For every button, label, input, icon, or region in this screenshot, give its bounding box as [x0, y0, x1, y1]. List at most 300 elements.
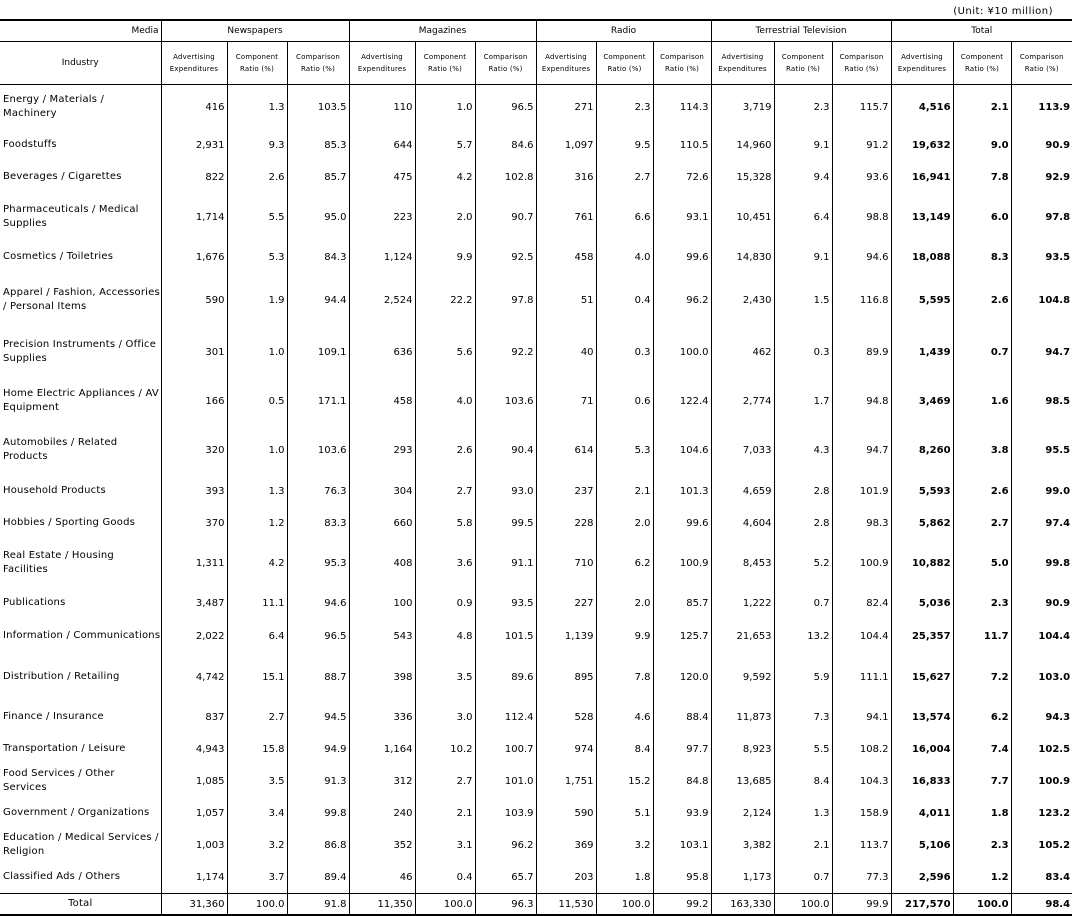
component-ratio-cell: 0.4 [596, 273, 653, 327]
comparison-ratio-cell: 100.7 [475, 733, 536, 765]
component-ratio-cell: 1.9 [227, 273, 287, 327]
component-ratio-cell: 2.8 [774, 507, 832, 539]
component-ratio-cell: 15.2 [596, 765, 653, 797]
ad-expenditure-cell: 4,604 [711, 507, 774, 539]
component-ratio-cell: 100.0 [953, 894, 1011, 916]
ad-expenditure-cell: 304 [349, 475, 415, 507]
component-ratio-header: Component Ratio (%) [415, 42, 475, 85]
ad-expenditure-cell: 543 [349, 619, 415, 653]
ad-expenditure-cell: 2,124 [711, 797, 774, 829]
table-row [0, 85, 1072, 130]
ad-expenditure-cell: 1,439 [891, 327, 953, 377]
comparison-ratio-cell: 99.8 [1011, 539, 1072, 587]
component-ratio-cell: 2.1 [953, 85, 1011, 130]
comparison-ratio-cell: 103.9 [475, 797, 536, 829]
component-ratio-header: Component Ratio (%) [953, 42, 1011, 85]
ad-expenditure-cell: 15,627 [891, 653, 953, 701]
ad-expenditure-cell: 1,173 [711, 861, 774, 894]
comparison-ratio-cell: 97.4 [1011, 507, 1072, 539]
ad-expenditure-cell: 110 [349, 85, 415, 130]
ad-expenditure-table [0, 19, 1072, 916]
component-ratio-header: Component Ratio (%) [774, 42, 832, 85]
comparison-ratio-cell: 98.4 [1011, 894, 1072, 916]
ad-expenditure-cell: 240 [349, 797, 415, 829]
comparison-ratio-cell: 94.8 [832, 377, 891, 425]
comparison-ratio-cell: 92.5 [475, 241, 536, 273]
component-ratio-cell: 9.1 [774, 241, 832, 273]
comparison-ratio-cell: 104.8 [1011, 273, 1072, 327]
table-row [0, 425, 1072, 475]
ad-expenditure-cell: 895 [536, 653, 596, 701]
comparison-ratio-cell: 109.1 [287, 327, 349, 377]
table-row [0, 129, 1072, 161]
component-ratio-cell: 0.7 [774, 861, 832, 894]
component-ratio-cell: 1.8 [953, 797, 1011, 829]
media-label: Media [131, 26, 159, 36]
comparison-ratio-cell: 83.4 [1011, 861, 1072, 894]
component-ratio-cell: 9.0 [953, 129, 1011, 161]
component-ratio-cell: 5.9 [774, 653, 832, 701]
component-ratio-cell: 9.4 [774, 161, 832, 193]
comparison-ratio-cell: 105.2 [1011, 829, 1072, 861]
comparison-ratio-cell: 95.0 [287, 193, 349, 241]
industry-name: Foodstuffs [3, 139, 57, 150]
industry-name: Precision Instruments / Office Supplies [3, 339, 157, 364]
comparison-ratio-cell: 100.9 [653, 539, 711, 587]
industry-label: Industry [0, 41, 161, 84]
comparison-ratio-cell: 95.3 [287, 539, 349, 587]
group-total: Total [891, 20, 1072, 42]
component-ratio-cell: 8.3 [953, 241, 1011, 273]
component-ratio-cell: 7.3 [774, 701, 832, 733]
ad-expenditure-cell: 1,097 [536, 129, 596, 161]
comparison-ratio-cell: 100.0 [653, 327, 711, 377]
comparison-ratio-cell: 99.6 [653, 241, 711, 273]
ad-expenditure-cell: 31,360 [161, 894, 227, 916]
component-ratio-cell: 3.0 [415, 701, 475, 733]
ad-expenditure-cell: 2,931 [161, 129, 227, 161]
ad-expenditure-cell: 203 [536, 861, 596, 894]
ad-expenditure-cell: 14,960 [711, 129, 774, 161]
ad-expenditure-cell: 3,469 [891, 377, 953, 425]
component-ratio-cell: 4.6 [596, 701, 653, 733]
component-ratio-cell: 0.5 [227, 377, 287, 425]
ad-expenditure-cell: 9,592 [711, 653, 774, 701]
ad-expenditure-cell: 5,593 [891, 475, 953, 507]
group-newspapers: Newspapers [161, 20, 349, 42]
ad-expenditure-cell: 590 [161, 273, 227, 327]
component-ratio-cell: 7.4 [953, 733, 1011, 765]
component-ratio-cell: 0.6 [596, 377, 653, 425]
comparison-ratio-cell: 98.5 [1011, 377, 1072, 425]
ad-expenditure-cell: 3,382 [711, 829, 774, 861]
ad-expenditure-cell: 237 [536, 475, 596, 507]
comparison-ratio-cell: 108.2 [832, 733, 891, 765]
comparison-ratio-cell: 100.9 [1011, 765, 1072, 797]
comparison-ratio-cell: 104.3 [832, 765, 891, 797]
table-row [0, 475, 1072, 507]
component-ratio-header: Component Ratio (%) [227, 42, 287, 85]
component-ratio-cell: 9.3 [227, 129, 287, 161]
ad-expenditure-cell: 16,833 [891, 765, 953, 797]
component-ratio-cell: 2.7 [227, 701, 287, 733]
industry-name: Food Services / Other Services [3, 768, 115, 793]
component-ratio-cell: 2.7 [596, 161, 653, 193]
comparison-ratio-cell: 123.2 [1011, 797, 1072, 829]
comparison-ratio-cell: 91.8 [287, 894, 349, 916]
ad-expenditure-cell: 163,330 [711, 894, 774, 916]
ad-expenditure-cell: 18,088 [891, 241, 953, 273]
component-ratio-cell: 1.0 [227, 327, 287, 377]
comparison-ratio-cell: 125.7 [653, 619, 711, 653]
component-ratio-cell: 9.9 [596, 619, 653, 653]
component-ratio-cell: 3.2 [227, 829, 287, 861]
component-ratio-cell: 1.8 [596, 861, 653, 894]
component-ratio-cell: 11.1 [227, 587, 287, 619]
component-ratio-cell: 0.3 [774, 327, 832, 377]
comparison-ratio-cell: 65.7 [475, 861, 536, 894]
ad-expenditure-cell: 2,524 [349, 273, 415, 327]
component-ratio-cell: 3.2 [596, 829, 653, 861]
comparison-ratio-cell: 104.4 [1011, 619, 1072, 653]
component-ratio-cell: 22.2 [415, 273, 475, 327]
comparison-ratio-cell: 116.8 [832, 273, 891, 327]
ad-expenditure-cell: 8,923 [711, 733, 774, 765]
component-ratio-cell: 2.0 [596, 507, 653, 539]
component-ratio-cell: 2.1 [415, 797, 475, 829]
comparison-ratio-cell: 103.0 [1011, 653, 1072, 701]
comparison-ratio-cell: 93.5 [475, 587, 536, 619]
comparison-ratio-cell: 90.9 [1011, 129, 1072, 161]
comparison-ratio-cell: 94.7 [1011, 327, 1072, 377]
ad-expenditure-cell: 4,516 [891, 85, 953, 130]
comparison-ratio-cell: 92.9 [1011, 161, 1072, 193]
comparison-ratio-cell: 96.5 [475, 85, 536, 130]
comparison-ratio-cell: 72.6 [653, 161, 711, 193]
ad-expenditure-cell: 4,011 [891, 797, 953, 829]
industry-name: Education / Medical Services / Religion [3, 832, 159, 857]
comparison-ratio-cell: 89.6 [475, 653, 536, 701]
comparison-ratio-cell: 111.1 [832, 653, 891, 701]
ad-expenditure-cell: 11,873 [711, 701, 774, 733]
component-ratio-cell: 9.1 [774, 129, 832, 161]
comparison-ratio-cell: 113.9 [1011, 85, 1072, 130]
component-ratio-cell: 5.3 [227, 241, 287, 273]
comparison-ratio-cell: 122.4 [653, 377, 711, 425]
ad-expenditure-cell: 408 [349, 539, 415, 587]
comparison-ratio-cell: 91.3 [287, 765, 349, 797]
comparison-ratio-cell: 90.4 [475, 425, 536, 475]
comparison-ratio-cell: 91.1 [475, 539, 536, 587]
ad-expenditure-cell: 3,719 [711, 85, 774, 130]
component-ratio-cell: 2.0 [596, 587, 653, 619]
ad-expenditure-cell: 10,882 [891, 539, 953, 587]
industry-name: Information / Communications [3, 630, 161, 641]
component-ratio-cell: 5.0 [953, 539, 1011, 587]
component-ratio-cell: 5.6 [415, 327, 475, 377]
comparison-ratio-cell: 94.6 [832, 241, 891, 273]
table-row [0, 539, 1072, 587]
component-ratio-cell: 2.3 [953, 587, 1011, 619]
component-ratio-cell: 6.0 [953, 193, 1011, 241]
ad-expenditure-cell: 25,357 [891, 619, 953, 653]
component-ratio-header: Component Ratio (%) [596, 42, 653, 85]
component-ratio-cell: 3.8 [953, 425, 1011, 475]
ad-expenditure-cell: 1,311 [161, 539, 227, 587]
comparison-ratio-cell: 104.6 [653, 425, 711, 475]
ad-expenditure-cell: 336 [349, 701, 415, 733]
ad-expenditure-cell: 393 [161, 475, 227, 507]
component-ratio-cell: 1.6 [953, 377, 1011, 425]
ad-expenditure-cell: 370 [161, 507, 227, 539]
table-row [0, 327, 1072, 377]
ad-expenditure-cell: 1,714 [161, 193, 227, 241]
comparison-ratio-cell: 99.2 [653, 894, 711, 916]
component-ratio-cell: 5.5 [774, 733, 832, 765]
industry-name: Pharmaceuticals / Medical Supplies [3, 204, 139, 229]
comparison-ratio-cell: 104.4 [832, 619, 891, 653]
ad-expenditure-cell: 21,653 [711, 619, 774, 653]
comparison-ratio-cell: 98.3 [832, 507, 891, 539]
component-ratio-cell: 1.2 [953, 861, 1011, 894]
industry-name: Classified Ads / Others [3, 871, 121, 882]
comparison-ratio-cell: 84.3 [287, 241, 349, 273]
comparison-ratio-cell: 97.7 [653, 733, 711, 765]
comparison-ratio-cell: 103.1 [653, 829, 711, 861]
component-ratio-cell: 4.8 [415, 619, 475, 653]
ad-expenditure-cell: 458 [349, 377, 415, 425]
ad-expenditure-cell: 15,328 [711, 161, 774, 193]
component-ratio-cell: 1.5 [774, 273, 832, 327]
ad-expenditure-cell: 10,451 [711, 193, 774, 241]
table-row [0, 273, 1072, 327]
comparison-ratio-header: Comparison Ratio (%) [832, 42, 891, 85]
ad-expenditure-cell: 166 [161, 377, 227, 425]
comparison-ratio-cell: 101.9 [832, 475, 891, 507]
ad-expenditure-cell: 5,595 [891, 273, 953, 327]
component-ratio-cell: 100.0 [415, 894, 475, 916]
table-row [0, 829, 1072, 861]
comparison-ratio-header: Comparison Ratio (%) [287, 42, 349, 85]
component-ratio-cell: 0.3 [596, 327, 653, 377]
component-ratio-cell: 0.7 [774, 587, 832, 619]
comparison-ratio-cell: 101.0 [475, 765, 536, 797]
component-ratio-cell: 100.0 [774, 894, 832, 916]
comparison-ratio-cell: 94.1 [832, 701, 891, 733]
industry-name: Distribution / Retailing [3, 671, 120, 682]
component-ratio-cell: 15.1 [227, 653, 287, 701]
comparison-ratio-cell: 103.6 [287, 425, 349, 475]
component-ratio-cell: 5.8 [415, 507, 475, 539]
component-ratio-cell: 5.2 [774, 539, 832, 587]
component-ratio-cell: 4.3 [774, 425, 832, 475]
ad-expenditure-cell: 710 [536, 539, 596, 587]
comparison-ratio-cell: 85.7 [653, 587, 711, 619]
comparison-ratio-cell: 85.3 [287, 129, 349, 161]
comparison-ratio-cell: 85.7 [287, 161, 349, 193]
component-ratio-cell: 1.0 [415, 85, 475, 130]
ad-expenditure-cell: 1,124 [349, 241, 415, 273]
ad-expenditure-cell: 462 [711, 327, 774, 377]
component-ratio-cell: 5.5 [227, 193, 287, 241]
comparison-ratio-cell: 103.6 [475, 377, 536, 425]
component-ratio-cell: 2.6 [953, 273, 1011, 327]
component-ratio-cell: 5.1 [596, 797, 653, 829]
component-ratio-cell: 7.2 [953, 653, 1011, 701]
component-ratio-cell: 9.5 [596, 129, 653, 161]
component-ratio-cell: 11.7 [953, 619, 1011, 653]
comparison-ratio-cell: 95.8 [653, 861, 711, 894]
component-ratio-cell: 2.3 [596, 85, 653, 130]
ad-expenditure-cell: 2,596 [891, 861, 953, 894]
comparison-ratio-cell: 95.5 [1011, 425, 1072, 475]
industry-name: Hobbies / Sporting Goods [3, 517, 136, 528]
comparison-ratio-cell: 96.3 [475, 894, 536, 916]
ad-expenditure-cell: 40 [536, 327, 596, 377]
ad-expenditure-cell: 1,222 [711, 587, 774, 619]
comparison-ratio-cell: 94.3 [1011, 701, 1072, 733]
component-ratio-cell: 100.0 [227, 894, 287, 916]
ad-expenditure-cell: 1,057 [161, 797, 227, 829]
component-ratio-cell: 15.8 [227, 733, 287, 765]
component-ratio-cell: 2.7 [415, 475, 475, 507]
comparison-ratio-cell: 158.9 [832, 797, 891, 829]
component-ratio-cell: 2.0 [415, 193, 475, 241]
table-row [0, 161, 1072, 193]
component-ratio-cell: 2.7 [415, 765, 475, 797]
industry-name: Cosmetics / Toiletries [3, 251, 114, 262]
industry-name: Total [0, 894, 161, 916]
comparison-ratio-cell: 90.9 [1011, 587, 1072, 619]
ad-expenditure-cell: 7,033 [711, 425, 774, 475]
component-ratio-cell: 1.3 [227, 475, 287, 507]
comparison-ratio-cell: 88.4 [653, 701, 711, 733]
table-row [0, 861, 1072, 894]
ad-expenditure-cell: 2,022 [161, 619, 227, 653]
component-ratio-cell: 8.4 [774, 765, 832, 797]
comparison-ratio-cell: 90.7 [475, 193, 536, 241]
ad-expenditure-cell: 13,574 [891, 701, 953, 733]
comparison-ratio-cell: 101.5 [475, 619, 536, 653]
ad-expenditure-cell: 528 [536, 701, 596, 733]
component-ratio-cell: 6.4 [227, 619, 287, 653]
ad-expenditure-cell: 475 [349, 161, 415, 193]
comparison-ratio-cell: 88.7 [287, 653, 349, 701]
ad-expenditure-cell: 837 [161, 701, 227, 733]
comparison-ratio-cell: 84.8 [653, 765, 711, 797]
comparison-ratio-header: Comparison Ratio (%) [653, 42, 711, 85]
ad-expenditure-cell: 2,430 [711, 273, 774, 327]
table-row [0, 241, 1072, 273]
component-ratio-cell: 7.7 [953, 765, 1011, 797]
ad-expenditure-cell: 316 [536, 161, 596, 193]
ad-expenditure-cell: 4,659 [711, 475, 774, 507]
comparison-ratio-cell: 99.9 [832, 894, 891, 916]
industry-name: Real Estate / Housing Facilities [3, 550, 114, 575]
ad-expenditure-cell: 4,742 [161, 653, 227, 701]
industry-name: Government / Organizations [3, 807, 150, 818]
ad-expenditure-cell: 100 [349, 587, 415, 619]
component-ratio-cell: 3.5 [227, 765, 287, 797]
comparison-ratio-cell: 102.5 [1011, 733, 1072, 765]
table-row [0, 193, 1072, 241]
comparison-ratio-cell: 97.8 [475, 273, 536, 327]
comparison-ratio-cell: 120.0 [653, 653, 711, 701]
table-row [0, 377, 1072, 425]
industry-name: Publications [3, 597, 66, 608]
ad-expenditure-cell: 398 [349, 653, 415, 701]
ad-expenditure-cell: 293 [349, 425, 415, 475]
component-ratio-cell: 5.7 [415, 129, 475, 161]
component-ratio-cell: 9.9 [415, 241, 475, 273]
ad-expenditure-cell: 1,085 [161, 765, 227, 797]
ad-expenditure-cell: 3,487 [161, 587, 227, 619]
ad-expenditure-cell: 614 [536, 425, 596, 475]
component-ratio-cell: 5.3 [596, 425, 653, 475]
component-ratio-cell: 2.1 [774, 829, 832, 861]
industry-name: Transportation / Leisure [3, 743, 126, 754]
ad-expenditure-cell: 13,149 [891, 193, 953, 241]
advertising-expenditures-header: Advertising Expenditures [349, 42, 415, 85]
ad-expenditure-cell: 5,862 [891, 507, 953, 539]
ad-expenditure-cell: 2,774 [711, 377, 774, 425]
ad-expenditure-cell: 11,530 [536, 894, 596, 916]
ad-expenditure-cell: 761 [536, 193, 596, 241]
ad-expenditure-cell: 8,453 [711, 539, 774, 587]
component-ratio-cell: 7.8 [953, 161, 1011, 193]
industry-name: Beverages / Cigarettes [3, 171, 122, 182]
industry-name: Household Products [3, 485, 106, 496]
ad-expenditure-cell: 644 [349, 129, 415, 161]
component-ratio-cell: 6.2 [596, 539, 653, 587]
ad-expenditure-cell: 227 [536, 587, 596, 619]
comparison-ratio-cell: 99.5 [475, 507, 536, 539]
ad-expenditure-cell: 271 [536, 85, 596, 130]
comparison-ratio-cell: 171.1 [287, 377, 349, 425]
component-ratio-cell: 3.6 [415, 539, 475, 587]
component-ratio-cell: 1.0 [227, 425, 287, 475]
ad-expenditure-cell: 636 [349, 327, 415, 377]
advertising-expenditures-header: Advertising Expenditures [891, 42, 953, 85]
component-ratio-cell: 2.6 [415, 425, 475, 475]
table-row [0, 701, 1072, 733]
component-ratio-cell: 7.8 [596, 653, 653, 701]
ad-expenditure-cell: 1,003 [161, 829, 227, 861]
component-ratio-cell: 1.7 [774, 377, 832, 425]
component-ratio-cell: 0.9 [415, 587, 475, 619]
ad-expenditure-cell: 46 [349, 861, 415, 894]
ad-expenditure-cell: 16,941 [891, 161, 953, 193]
comparison-ratio-cell: 110.5 [653, 129, 711, 161]
component-ratio-cell: 4.0 [415, 377, 475, 425]
comparison-ratio-cell: 94.5 [287, 701, 349, 733]
component-ratio-cell: 3.7 [227, 861, 287, 894]
advertising-expenditures-header: Advertising Expenditures [161, 42, 227, 85]
table-row [0, 653, 1072, 701]
ad-expenditure-cell: 369 [536, 829, 596, 861]
ad-expenditure-cell: 11,350 [349, 894, 415, 916]
ad-expenditure-cell: 5,106 [891, 829, 953, 861]
industry-name: Finance / Insurance [3, 711, 104, 722]
group-radio: Radio [536, 20, 711, 42]
ad-expenditure-cell: 4,943 [161, 733, 227, 765]
comparison-ratio-cell: 112.4 [475, 701, 536, 733]
comparison-ratio-cell: 114.3 [653, 85, 711, 130]
comparison-ratio-cell: 113.7 [832, 829, 891, 861]
ad-expenditure-cell: 228 [536, 507, 596, 539]
comparison-ratio-header: Comparison Ratio (%) [1011, 42, 1072, 85]
component-ratio-cell: 4.2 [415, 161, 475, 193]
